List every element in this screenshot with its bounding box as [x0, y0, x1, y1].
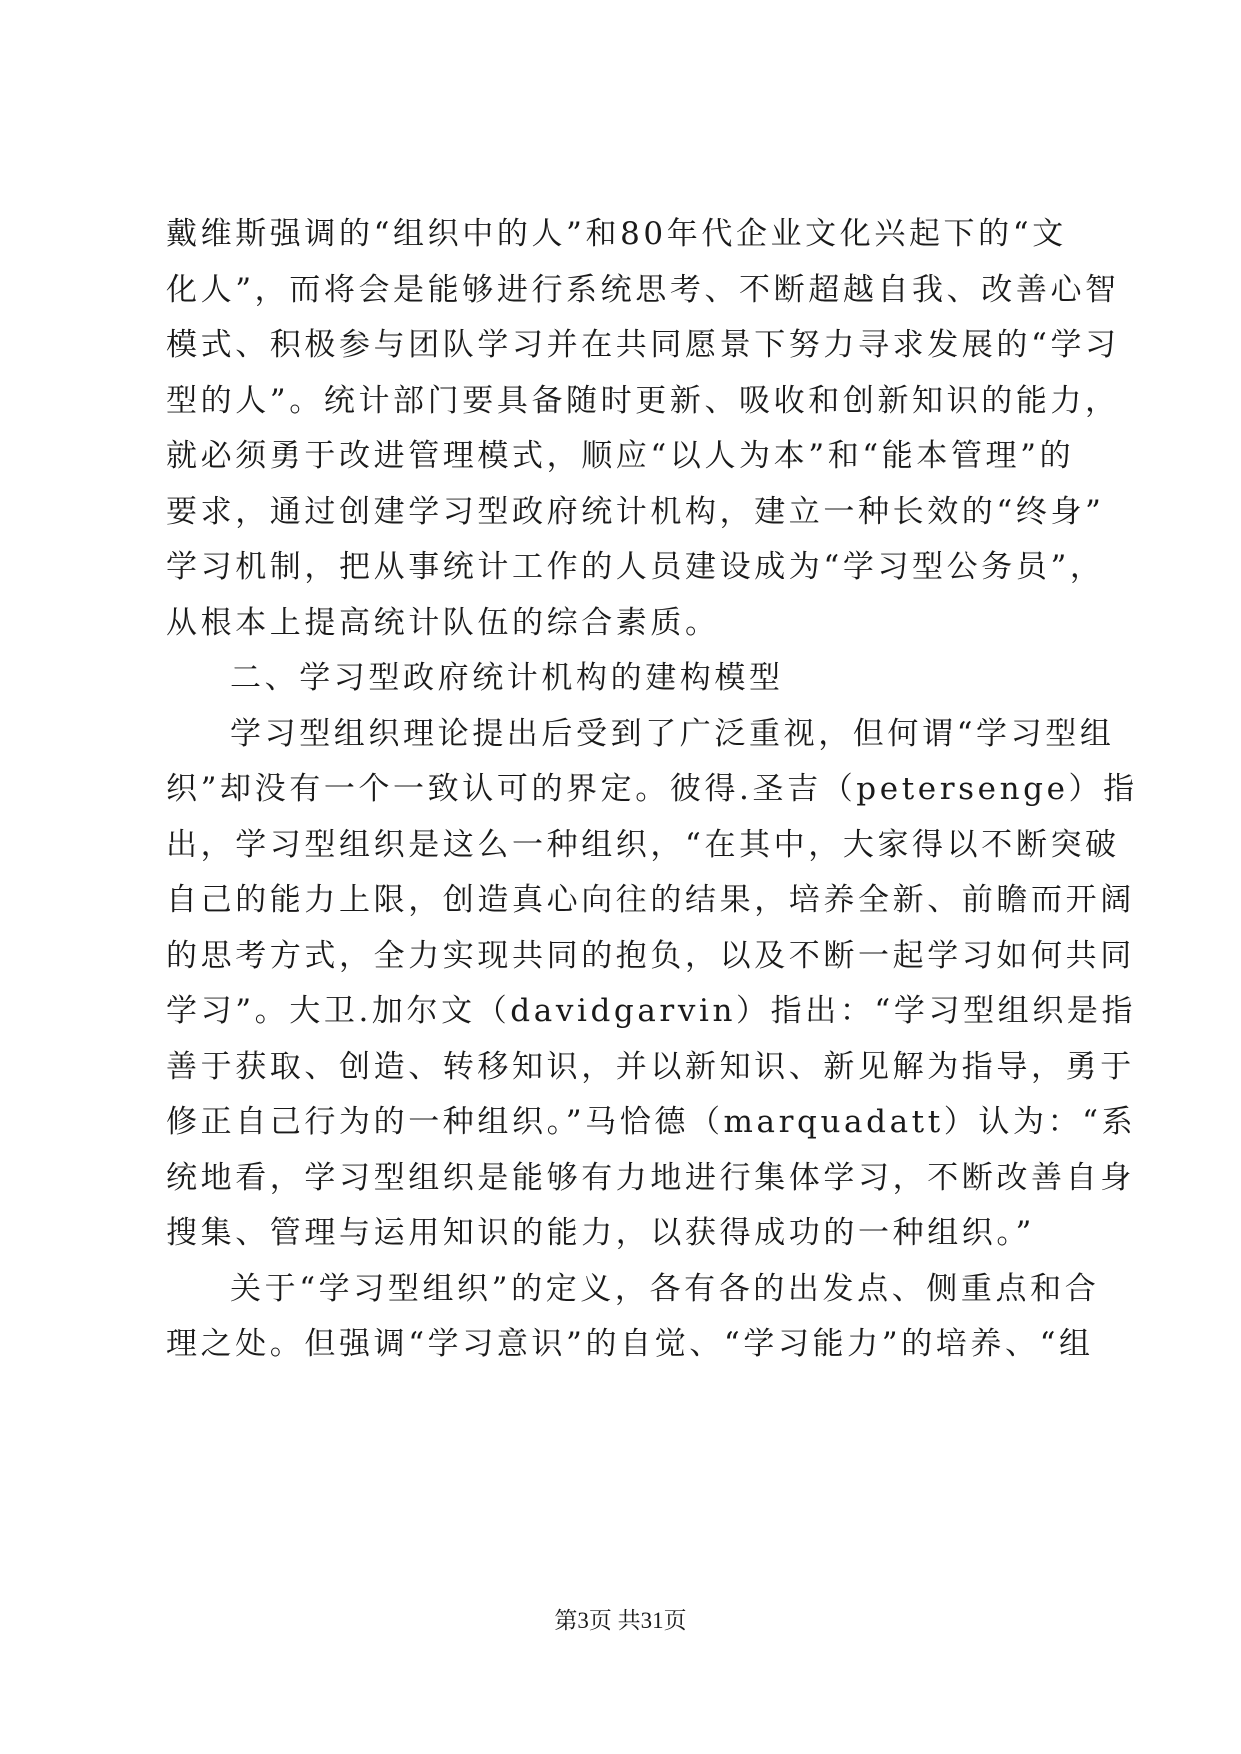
- text-line: 学习机制，把从事统计工作的人员建设成为“学习型公务员”，: [166, 549, 1105, 585]
- text-line: 织”却没有一个一致认可的界定。彼得.圣吉（petersenge）指: [166, 771, 1138, 807]
- text-line: 出，学习型组织是这么一种组织，“在其中，大家得以不断突破: [166, 827, 1120, 863]
- section-heading: 二、学习型政府统计机构的建构模型: [230, 660, 784, 696]
- text-line: 理之处。但强调“学习意识”的自觉、“学习能力”的培养、“组: [166, 1326, 1094, 1362]
- text-line: 模式、积极参与团队学习并在共同愿景下努力寻求发展的“学习: [166, 327, 1120, 363]
- text-line: 统地看，学习型组织是能够有力地进行集体学习，不断改善自身: [166, 1160, 1135, 1196]
- text-line: 自己的能力上限，创造真心向往的结果，培养全新、前瞻而开阔: [166, 882, 1135, 918]
- text-line: 善于获取、创造、转移知识，并以新知识、新见解为指导，勇于: [166, 1049, 1135, 1085]
- text-line: 关于“学习型组织”的定义，各有各的出发点、侧重点和合: [230, 1271, 1100, 1307]
- text-line: 型的人”。统计部门要具备随时更新、吸收和创新知识的能力，: [166, 383, 1120, 419]
- text-line: 戴维斯强调的“组织中的人”和80年代企业文化兴起下的“文: [166, 216, 1067, 252]
- text-line: 从根本上提高统计队伍的综合素质。: [166, 605, 720, 641]
- text-line: 学习”。大卫.加尔文（davidgarvin）指出：“学习型组织是指: [166, 993, 1137, 1029]
- text-line: 修正自己行为的一种组织。”马恰德（marquadatt）认为：“系: [166, 1104, 1137, 1140]
- text-line: 要求，通过创建学习型政府统计机构，建立一种长效的“终身”: [166, 494, 1105, 530]
- text-line: 学习型组织理论提出后受到了广泛重视，但何谓“学习型组: [230, 716, 1115, 752]
- page-footer: 第3页 共31页: [554, 1608, 687, 1633]
- text-line: 就必须勇于改进管理模式，顺应“以人为本”和“能本管理”的: [166, 438, 1075, 474]
- text-line: 化人”，而将会是能够进行系统思考、不断超越自我、改善心智: [166, 272, 1120, 308]
- text-line: 的思考方式，全力实现共同的抱负，以及不断一起学习如何共同: [166, 938, 1135, 974]
- text-line: 搜集、管理与运用知识的能力，以获得成功的一种组织。”: [166, 1215, 1035, 1251]
